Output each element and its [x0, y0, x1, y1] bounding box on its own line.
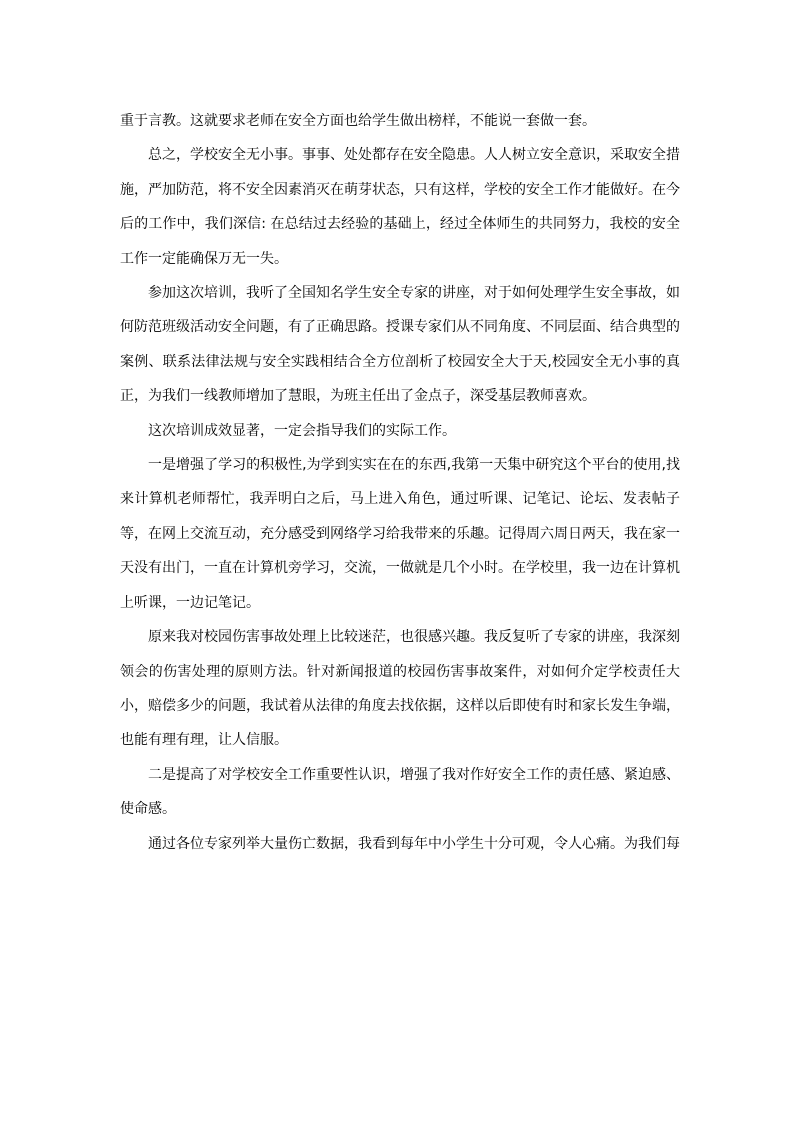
paragraph-6: 原来我对校园伤害事故处理上比较迷茫，也很感兴趣。我反复听了专家的讲座，我深刻领会的伤害处理的原则方法。针对新闻报道的校园伤害事故案件，对如何介定学校责任大小，赔偿多少的问题，我试着从法律的角度去找依据，这样以后即使有时和家长发生争端，也能有理有理，让人信服。 — [120, 629, 680, 749]
paragraph-3: 参加这次培训，我听了全国知名学生安全专家的讲座，对于如何处理学生安全事故，如何防范班级活动安全问题，有了正确思路。授课专家们从不同角度、不同层面、结合典型的案例、联系法律法规与安全实践相结合全方位剖析了校园安全大于天,校园安全无小事的真正，为我们一线教师增加了慧眼，为班主任出了金点子，深受基层教师喜欢。 — [120, 285, 680, 405]
paragraph-5: 一是增强了学习的积极性,为学到实实在在的东西,我第一天集中研究这个平台的使用,找来计算机老师帮忙，我弄明白之后，马上进入角色，通过听课、记笔记、论坛、发表帖子等，在网上交流互动，充分感受到网络学习给我带来的乐趣。记得周六周日两天，我在家一天没有出门，一直在计算机旁学习，交流，一做就是几个小时。在学校里，我一边在计算机上听课，一边记笔记。 — [120, 457, 680, 611]
paragraph-4: 这次培训成效显著，一定会指导我们的实际工作。 — [148, 422, 456, 439]
paragraph-1: 重于言教。这就要求老师在安全方面也给学生做出榜样，不能说一套做一套。 — [120, 113, 596, 129]
document-body — [120, 104, 680, 861]
paragraph-2: 总之，学校安全无小事。事事、处处都存在安全隐患。人人树立安全意识，采取安全措施，严加防范，将不安全因素消灭在萌芽状态，只有这样，学校的安全工作才能做好。在今后的工作中，我们深信: 在总结过去经验的基础上，经过全体师生的共同努力，我校的安全工作一定能确保万无一失。 — [120, 147, 680, 267]
paragraph-8: 通过各位专家列举大量伤亡数据，我看到每年中小学生十分可观，令人心痛。为我们每 — [148, 835, 680, 852]
paragraph-7: 二是提高了对学校安全工作重要性认识，增强了我对作好安全工作的责任感、紧迫感、使命感。 — [120, 766, 680, 818]
